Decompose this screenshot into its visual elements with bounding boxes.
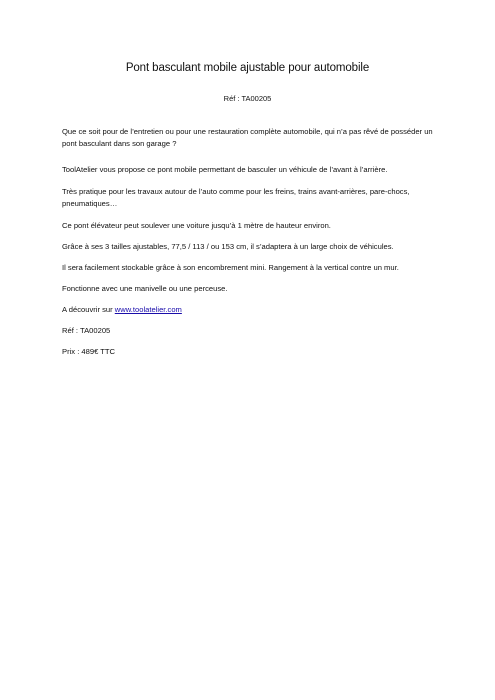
paragraph-offer: ToolAtelier vous propose ce pont mobile permettant de basculer un véhicule de l’avant à l’arrière. — [62, 165, 388, 174]
paragraph-lift-height: Ce pont élévateur peut soulever une voiture jusqu’à 1 mètre de hauteur environ. — [62, 221, 331, 230]
paragraph-reference: Réf : TA00205 — [62, 326, 111, 335]
paragraph-sizes: Grâce à ses 3 tailles ajustables, 77,5 / 113 / ou 153 cm, il s’adaptera à un large choix de véhicules. — [62, 242, 394, 251]
paragraph-website — [62, 304, 442, 316]
paragraph-uses: Très pratique pour les travaux autour de l’auto comme pour les freins, trains avant-arrières, pare-chocs, pneumatiques… — [62, 187, 410, 208]
paragraph-intro: Que ce soit pour de l’entretien ou pour une restauration complète automobile, qui n’a pas rêvé de posséder un pont basculant dans son garage ? — [62, 127, 433, 148]
paragraph-storage: Il sera facilement stockable grâce à son encombrement mini. Rangement à la vertical contre un mur. — [62, 263, 399, 272]
paragraph-operation: Fonctionne avec une manivelle ou une perceuse. — [62, 284, 228, 293]
website-link[interactable]: www.toolatelier.com — [114, 305, 182, 314]
document-title: Pont basculant mobile ajustable pour automobile — [125, 62, 370, 74]
document-reference: Réf : TA00205 — [223, 94, 272, 103]
paragraph-price: Prix : 489€ TTC — [62, 347, 116, 356]
website-prefix: A découvrir sur — [62, 305, 115, 314]
